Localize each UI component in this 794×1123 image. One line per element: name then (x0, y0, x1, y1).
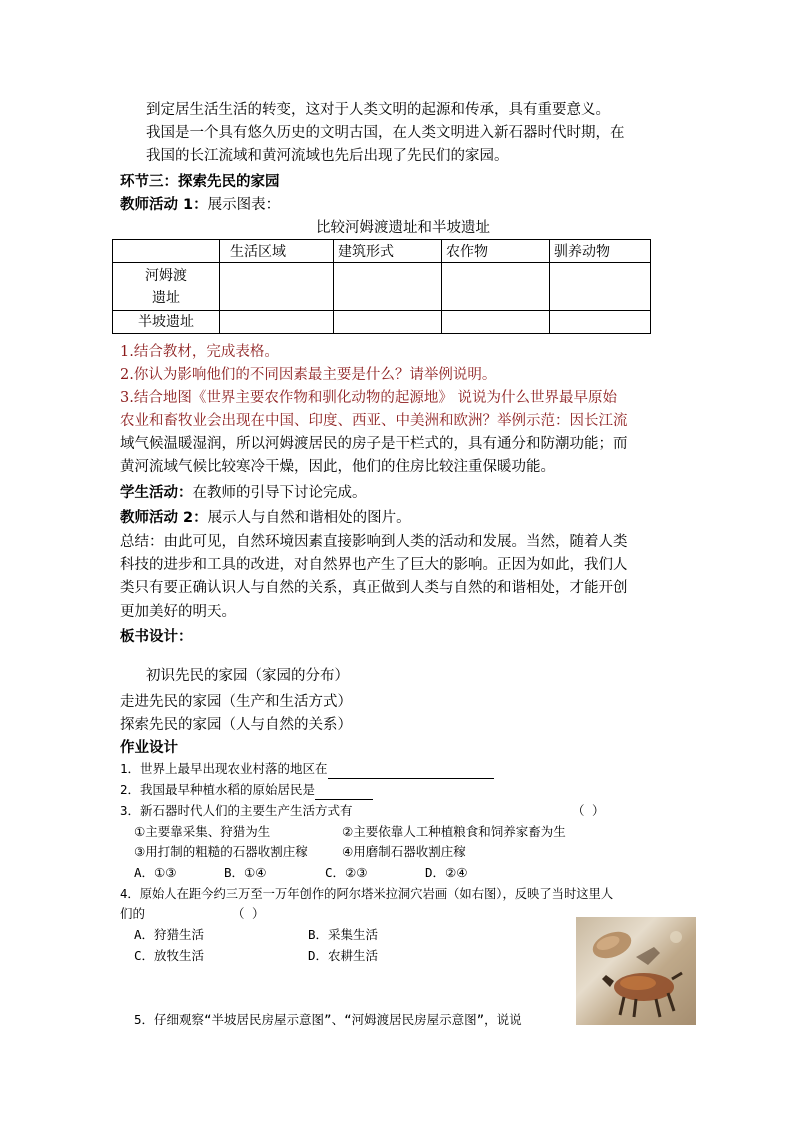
table-header-cell: 建筑形式 (334, 240, 442, 263)
table-cell (550, 263, 651, 311)
summary-line-1: 总结：由此可见，自然环境因素直接影响到人类的活动和发展。当然，随着人类 (120, 534, 628, 550)
table-row-header: 半坡遗址 (113, 311, 220, 334)
board-design-item-3: 探索先民的家园（人与自然的关系） (120, 717, 352, 733)
homework-title: 作业设计 (120, 740, 178, 756)
homework-q4-choice-b[interactable]: B．采集生活 (308, 927, 379, 942)
question-2: 2.你认为影响他们的不同因素最主要是什么？请举例说明。 (120, 367, 497, 383)
table-cell (220, 311, 334, 334)
homework-q3-answer-paren[interactable]: （ ） (572, 803, 605, 818)
board-design-item-1: 初识先民的家园（家园的分布） (146, 668, 349, 684)
table-cell (442, 263, 550, 311)
homework-q2 (120, 780, 373, 800)
table-header-cell: 生活区域 (220, 240, 334, 263)
intro-line-3: 我国的长江流域和黄河流域也先后出现了先民们的家园。 (146, 148, 509, 164)
table-header-row (113, 240, 651, 263)
homework-q3-option-1: ①主要靠采集、狩猎为生 (134, 824, 271, 839)
homework-q4-choice-d[interactable]: D．农耕生活 (308, 948, 379, 963)
table-cell (334, 311, 442, 334)
homework-q4-line-1: 4．原始人在距今约三万至一万年创作的阿尔塔米拉洞穴岩画（如右图），反映了当时这里人 (120, 887, 614, 901)
table-header-cell: 驯养动物 (550, 240, 651, 263)
student-activity (120, 482, 367, 504)
question-1: 1.结合教材，完成表格。 (120, 344, 279, 360)
homework-q4-answer-paren[interactable]: （ ） (232, 906, 265, 921)
teacher-activity-2-label: 教师活动 2： (120, 510, 208, 526)
homework-q4-line-2: 们的 (120, 906, 146, 921)
homework-q5: 5．仔细观察“半坡居民房屋示意图”、“河姆渡居民房屋示意图”，说说 (134, 1012, 522, 1027)
table-header-cell: 农作物 (442, 240, 550, 263)
table-row (113, 311, 651, 334)
section-title: 环节三：探索先民的家园 (120, 174, 280, 190)
teacher-activity-1-label: 教师活动 1： (120, 197, 208, 213)
summary-line-3: 类只有要正确认识人与自然的关系，真正做到人类与自然的和谐相处，才能开创 (120, 580, 628, 596)
homework-q3-choice-a[interactable]: A．①③ (134, 865, 177, 880)
cave-painting-image (576, 917, 696, 1025)
table-cell (442, 311, 550, 334)
question-3-line-3: 域气候温暖湿润，所以河姆渡居民的房子是干栏式的，具有通分和防潮功能；而 (120, 436, 628, 452)
homework-q1 (120, 759, 494, 779)
student-activity-text: 在教师的引导下讨论完成。 (192, 485, 367, 501)
teacher-activity-1 (120, 194, 280, 216)
teacher-activity-2 (120, 507, 411, 529)
homework-q4-choice-a[interactable]: A．狩猎生活 (134, 927, 205, 942)
comparison-table (112, 239, 651, 334)
question-3-line-1: 3.结合地图《世界主要农作物和驯化动物的起源地》 说说为什么世界最早原始 (120, 390, 617, 406)
homework-q3-choice-d[interactable]: D．②④ (425, 865, 468, 880)
homework-q3-option-4: ④用磨制石器收割庄稼 (342, 844, 466, 859)
answer-blank[interactable] (328, 764, 494, 779)
answer-blank[interactable] (315, 785, 373, 800)
question-3-line-2: 农业和畜牧业会出现在中国、印度、西亚、中美洲和欧洲？举例示范：因长江流 (120, 413, 628, 429)
homework-q3-choice-c[interactable]: C．②③ (325, 865, 368, 880)
table-cell (550, 311, 651, 334)
table-row (113, 263, 651, 311)
intro-line-2: 我国是一个具有悠久历史的文明古国，在人类文明进入新石器时代时期，在 (146, 125, 625, 141)
board-design-title: 板书设计： (120, 629, 193, 645)
table-row-header: 河姆渡遗址 (113, 263, 220, 311)
homework-q3: 3．新石器时代人们的主要生产生活方式有 (120, 803, 353, 818)
homework-q2-text: 2．我国最早种植水稻的原始居民是 (120, 782, 316, 797)
table-caption: 比较河姆渡遗址和半坡遗址 (316, 220, 490, 236)
summary-line-4: 更加美好的明天。 (120, 604, 236, 620)
student-activity-label: 学生活动： (120, 485, 193, 501)
intro-line-1: 到定居生活生活的转变，这对于人类文明的起源和传承，具有重要意义。 (146, 102, 610, 118)
summary-line-2: 科技的进步和工具的改进，对自然界也产生了巨大的影响。正因为如此，我们人 (120, 557, 628, 573)
table-header-cell (113, 240, 220, 263)
question-3-line-4: 黄河流域气候比较寒冷干燥，因此，他们的住房比较注重保暖功能。 (120, 459, 555, 475)
homework-q3-option-2: ②主要依靠人工种植粮食和饲养家畜为生 (342, 824, 566, 839)
homework-q1-text: 1．世界上最早出现农业村落的地区在 (120, 761, 328, 776)
teacher-activity-2-text: 展示人与自然和谐相处的图片。 (207, 510, 411, 526)
table-cell (334, 263, 442, 311)
homework-q3-choice-b[interactable]: B．①④ (224, 865, 267, 880)
homework-q3-option-3: ③用打制的粗糙的石器收割庄稼 (134, 844, 308, 859)
board-design-item-2: 走进先民的家园（生产和生活方式） (120, 694, 352, 710)
table-cell (220, 263, 334, 311)
teacher-activity-1-text: 展示图表： (207, 197, 281, 213)
homework-q4-choice-c[interactable]: C．放牧生活 (134, 948, 205, 963)
cave-painting-icon (576, 917, 696, 1025)
